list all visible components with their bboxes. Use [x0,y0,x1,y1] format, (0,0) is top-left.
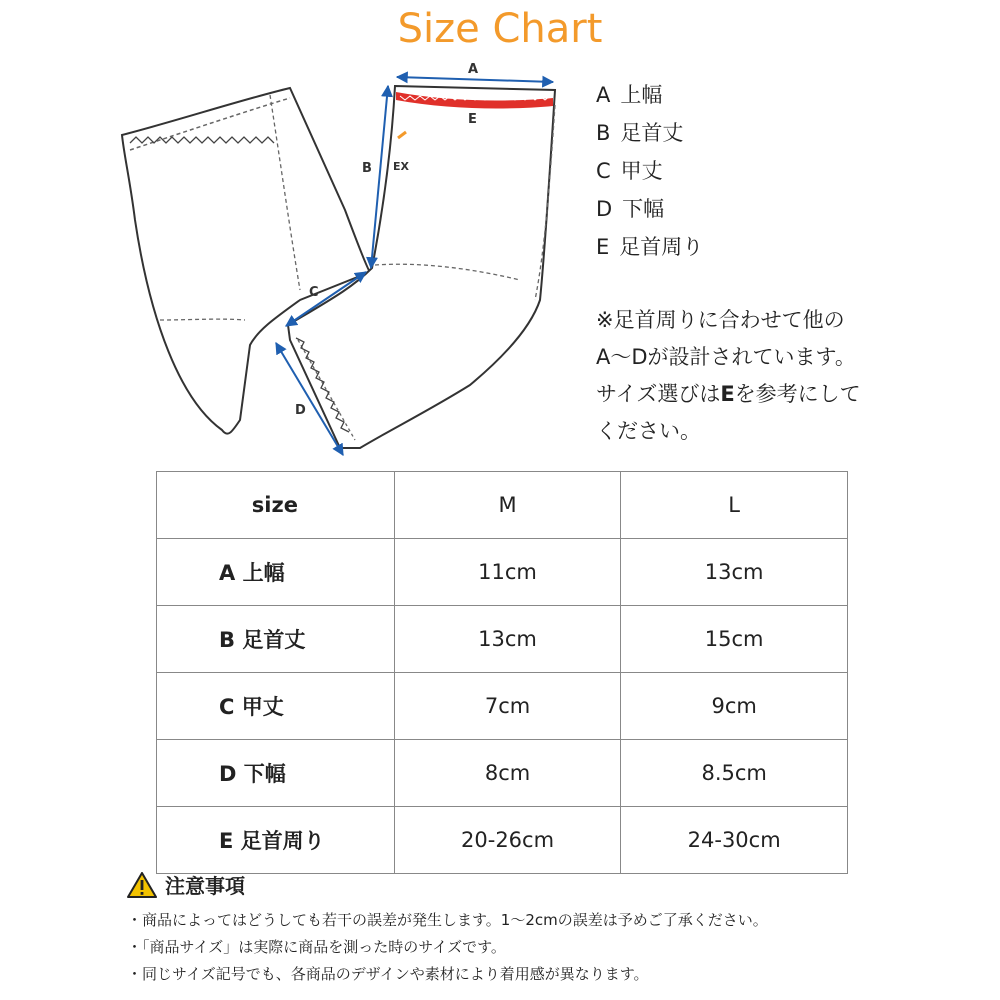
cell-l: 24-30cm [621,807,848,874]
caution-item: ・同じサイズ記号でも、各商品のデザインや素材により着用感が異なります。 [127,965,649,983]
brand-logo-text: EX [393,160,409,173]
cell-l: 8.5cm [621,740,848,807]
table-row [157,740,848,807]
caution-item: ・「商品サイズ」は実際に商品を測った時のサイズです。 [127,938,506,956]
table-row [157,606,848,673]
warning-icon [127,872,157,898]
row-label: A 上幅 [157,539,395,606]
table-row [157,807,848,874]
legend-item-b: B 足首丈 [596,121,684,145]
legend-item-c: C 甲丈 [596,159,663,183]
caution-section [127,870,768,988]
caution-item: ・商品によってはどうしても若干の誤差が発生します。1〜2cmの誤差は予めご了承ください。 [127,911,768,929]
note-line-3: サイズ選びはEを参考にして [596,382,861,406]
cell-m: 8cm [394,740,621,807]
header-m: M [394,472,621,539]
row-label: B 足首丈 [157,606,395,673]
label-a: A [468,62,479,77]
page-title: Size Chart [397,6,603,52]
cell-l: 13cm [621,539,848,606]
cell-m: 20-26cm [394,807,621,874]
label-d: D [295,403,306,418]
table-header-row [157,472,848,539]
label-e: E [468,112,477,127]
cell-l: 9cm [621,673,848,740]
cell-l: 15cm [621,606,848,673]
legend-item-a: A 上幅 [596,83,663,107]
caution-list [127,907,768,988]
arrow-a [397,77,553,82]
header-size: size [157,472,395,539]
legend [596,76,703,266]
table-row [157,673,848,740]
sizing-note [596,302,916,450]
table-row [157,539,848,606]
note-line-2: A〜Dが設計されています。 [596,345,856,369]
row-label: D 下幅 [157,740,395,807]
row-label: E 足首周り [157,807,395,874]
cell-m: 13cm [394,606,621,673]
note-line-1: ※足首周りに合わせて他の [596,308,845,332]
label-c: C [309,285,319,300]
legend-item-d: D 下幅 [596,197,665,221]
note-line-4: ください。 [596,419,701,443]
caution-title: 注意事項 [165,874,245,898]
cell-m: 11cm [394,539,621,606]
size-table [156,471,848,874]
cell-m: 7cm [394,673,621,740]
header-l: L [621,472,848,539]
row-label: C 甲丈 [157,673,395,740]
legend-item-e: E 足首周り [596,235,704,259]
label-b: B [362,161,372,176]
caution-heading [127,870,768,899]
